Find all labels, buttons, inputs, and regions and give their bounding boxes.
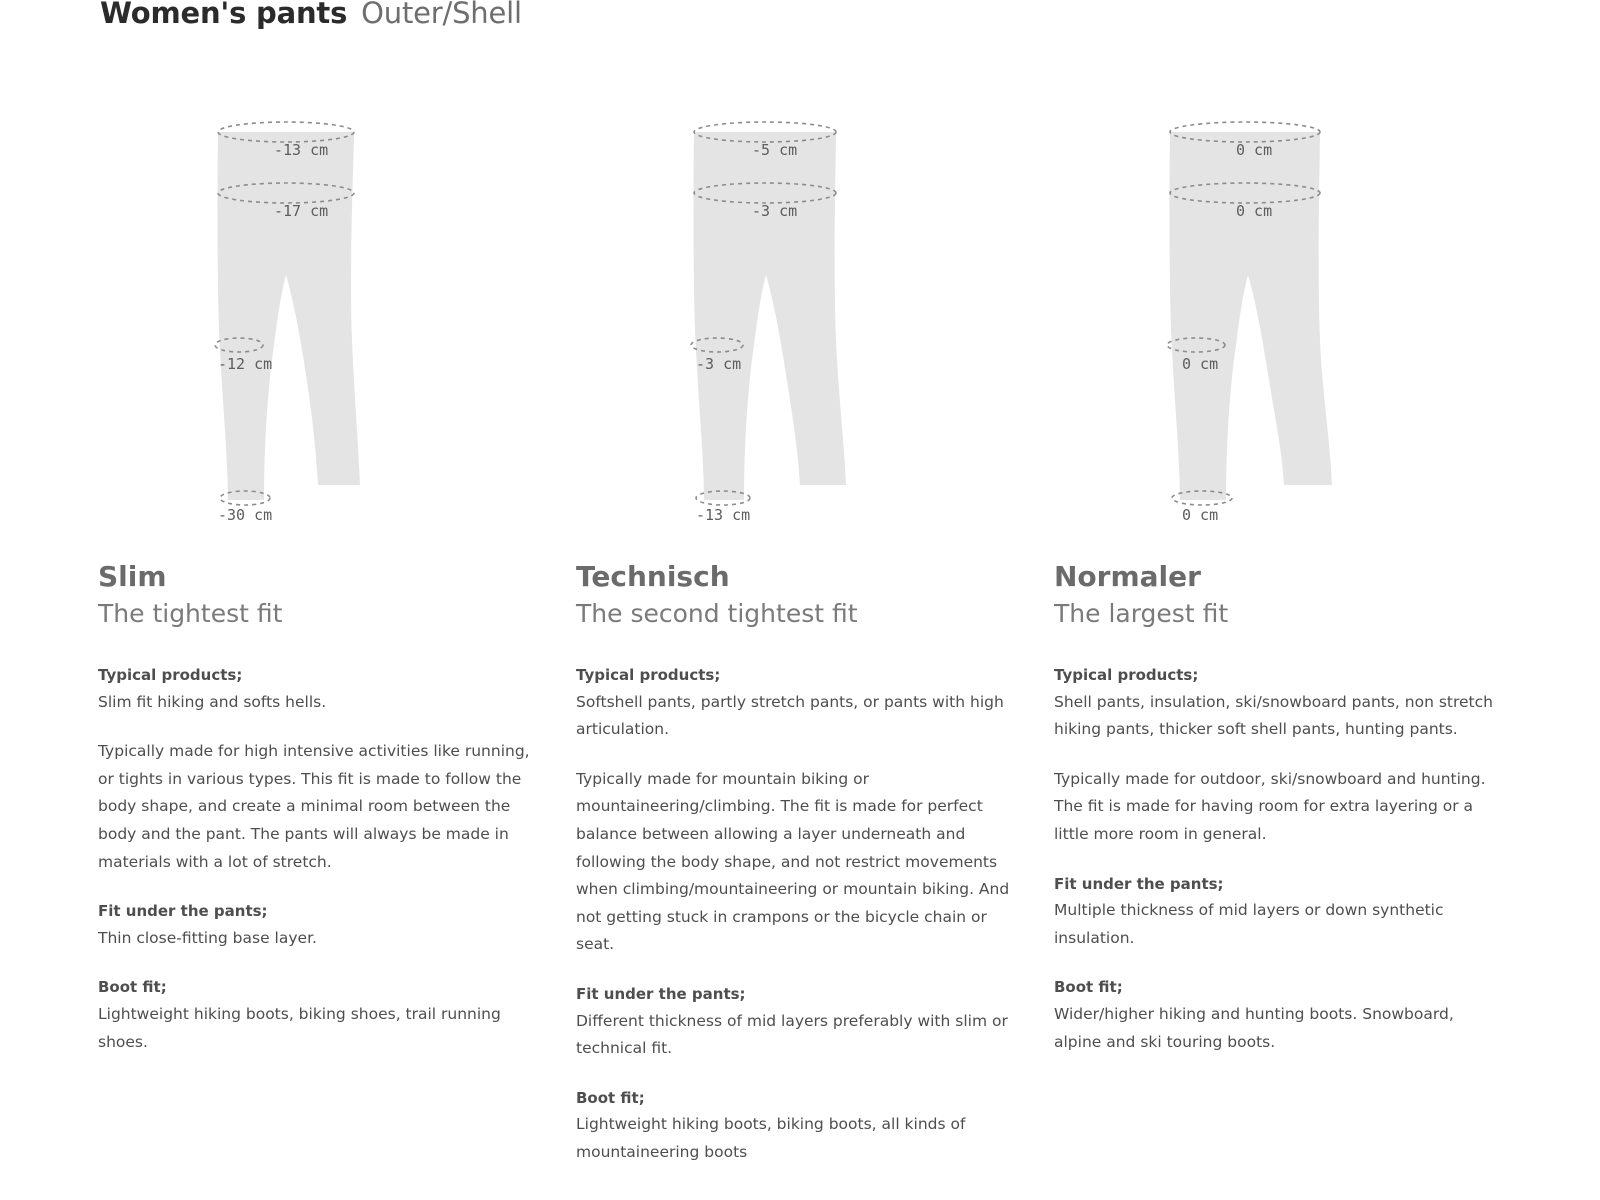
section-body: Lightweight hiking boots, biking shoes, trail running shoes. (98, 1005, 501, 1051)
fit-section (1054, 974, 1499, 1056)
fit-tagline: The tightest fit (98, 599, 283, 628)
fit-section (98, 898, 543, 952)
fit-description-slim (98, 560, 543, 1078)
section-body: Slim fit hiking and softs hells. (98, 692, 327, 711)
section-lead: Fit under the pants; (98, 902, 268, 921)
fit-section (98, 738, 543, 876)
fit-section (576, 766, 1021, 959)
section-body: Softshell pants, partly stretch pants, or pants with high articulation. (576, 692, 1004, 739)
fit-name: Slim (98, 560, 167, 593)
fit-section (576, 662, 1021, 744)
section-lead: Fit under the pants; (1054, 874, 1224, 893)
fit-section (1054, 766, 1499, 849)
section-lead: Fit under the pants; (576, 984, 746, 1003)
section-lead: Boot fit; (98, 978, 167, 997)
fit-section (576, 1085, 1021, 1167)
section-body: Typically made for high intensive activities like running, or tights in various types. This fit is made to follow the body shape, and create a minimal room between the body and the pant. The pants will always be made in materials with a lot of stretch. (98, 742, 530, 871)
fit-name: Technisch (576, 560, 730, 593)
section-body: Thin close-fitting base layer. (98, 928, 317, 947)
section-body: Lightweight hiking boots, biking boots, all kinds of mountaineering boots (576, 1115, 966, 1161)
section-body: Shell pants, insulation, ski/snowboard pants, non stretch hiking pants, thicker soft shell pants, hunting pants. (1054, 692, 1493, 739)
waist-measure-label: 0 cm (1236, 141, 1273, 159)
fit-description-technisch (576, 560, 1021, 1189)
fit-section (1054, 662, 1499, 744)
fit-tagline: The second tightest fit (576, 599, 858, 628)
ankle-measure-label: -30 cm (218, 506, 273, 524)
section-lead: Boot fit; (576, 1088, 645, 1107)
hip-measure-label: -17 cm (274, 202, 329, 220)
section-body: Typically made for mountain biking or mountaineering/climbing. The fit is made for perfect balance between allowing a layer underneath and following the body shape, and not restrict movements when climbing/mountaineering or mountain biking. And not getting stuck in crampons or the bicycle chain or seat. (576, 769, 1010, 954)
section-body: Different thickness of mid layers preferably with slim or technical fit. (576, 1011, 1008, 1058)
section-body: Wider/higher hiking and hunting boots. Snowboard, alpine and ski touring boots. (1054, 1005, 1454, 1051)
knee-measure-label: 0 cm (1182, 355, 1219, 373)
fit-section (98, 974, 543, 1056)
hip-measure-label: -3 cm (752, 202, 798, 220)
section-lead: Typical products; (98, 666, 243, 684)
section-body: Typically made for outdoor, ski/snowboard and hunting. The fit is made for having room for extra layering or a little more room in general. (1054, 769, 1486, 843)
pants-diagram-slim (208, 100, 508, 530)
section-lead: Typical products; (1054, 666, 1199, 684)
fit-tagline: The largest fit (1054, 599, 1229, 628)
knee-measure-label: -12 cm (218, 355, 273, 373)
section-lead: Boot fit; (1054, 978, 1123, 997)
waist-measure-label: -5 cm (752, 141, 798, 159)
page-subtitle: Outer/Shell (361, 0, 522, 30)
section-body: Multiple thickness of mid layers or down synthetic insulation. (1054, 901, 1444, 947)
fit-section (1054, 871, 1499, 953)
fit-section (576, 981, 1021, 1063)
hip-measure-label: 0 cm (1236, 202, 1273, 220)
fit-name: Normaler (1054, 560, 1201, 593)
ankle-measure-label: 0 cm (1182, 506, 1219, 524)
fit-description-normaler (1054, 560, 1499, 1078)
page-title: Women's pants (100, 0, 348, 30)
ankle-measure-label: -13 cm (696, 506, 751, 524)
pants-diagram-normaler (1164, 100, 1464, 530)
pants-diagram-technisch (686, 100, 986, 530)
fit-section (98, 662, 543, 716)
knee-measure-label: -3 cm (696, 355, 742, 373)
section-lead: Typical products; (576, 666, 721, 684)
waist-measure-label: -13 cm (274, 141, 329, 159)
